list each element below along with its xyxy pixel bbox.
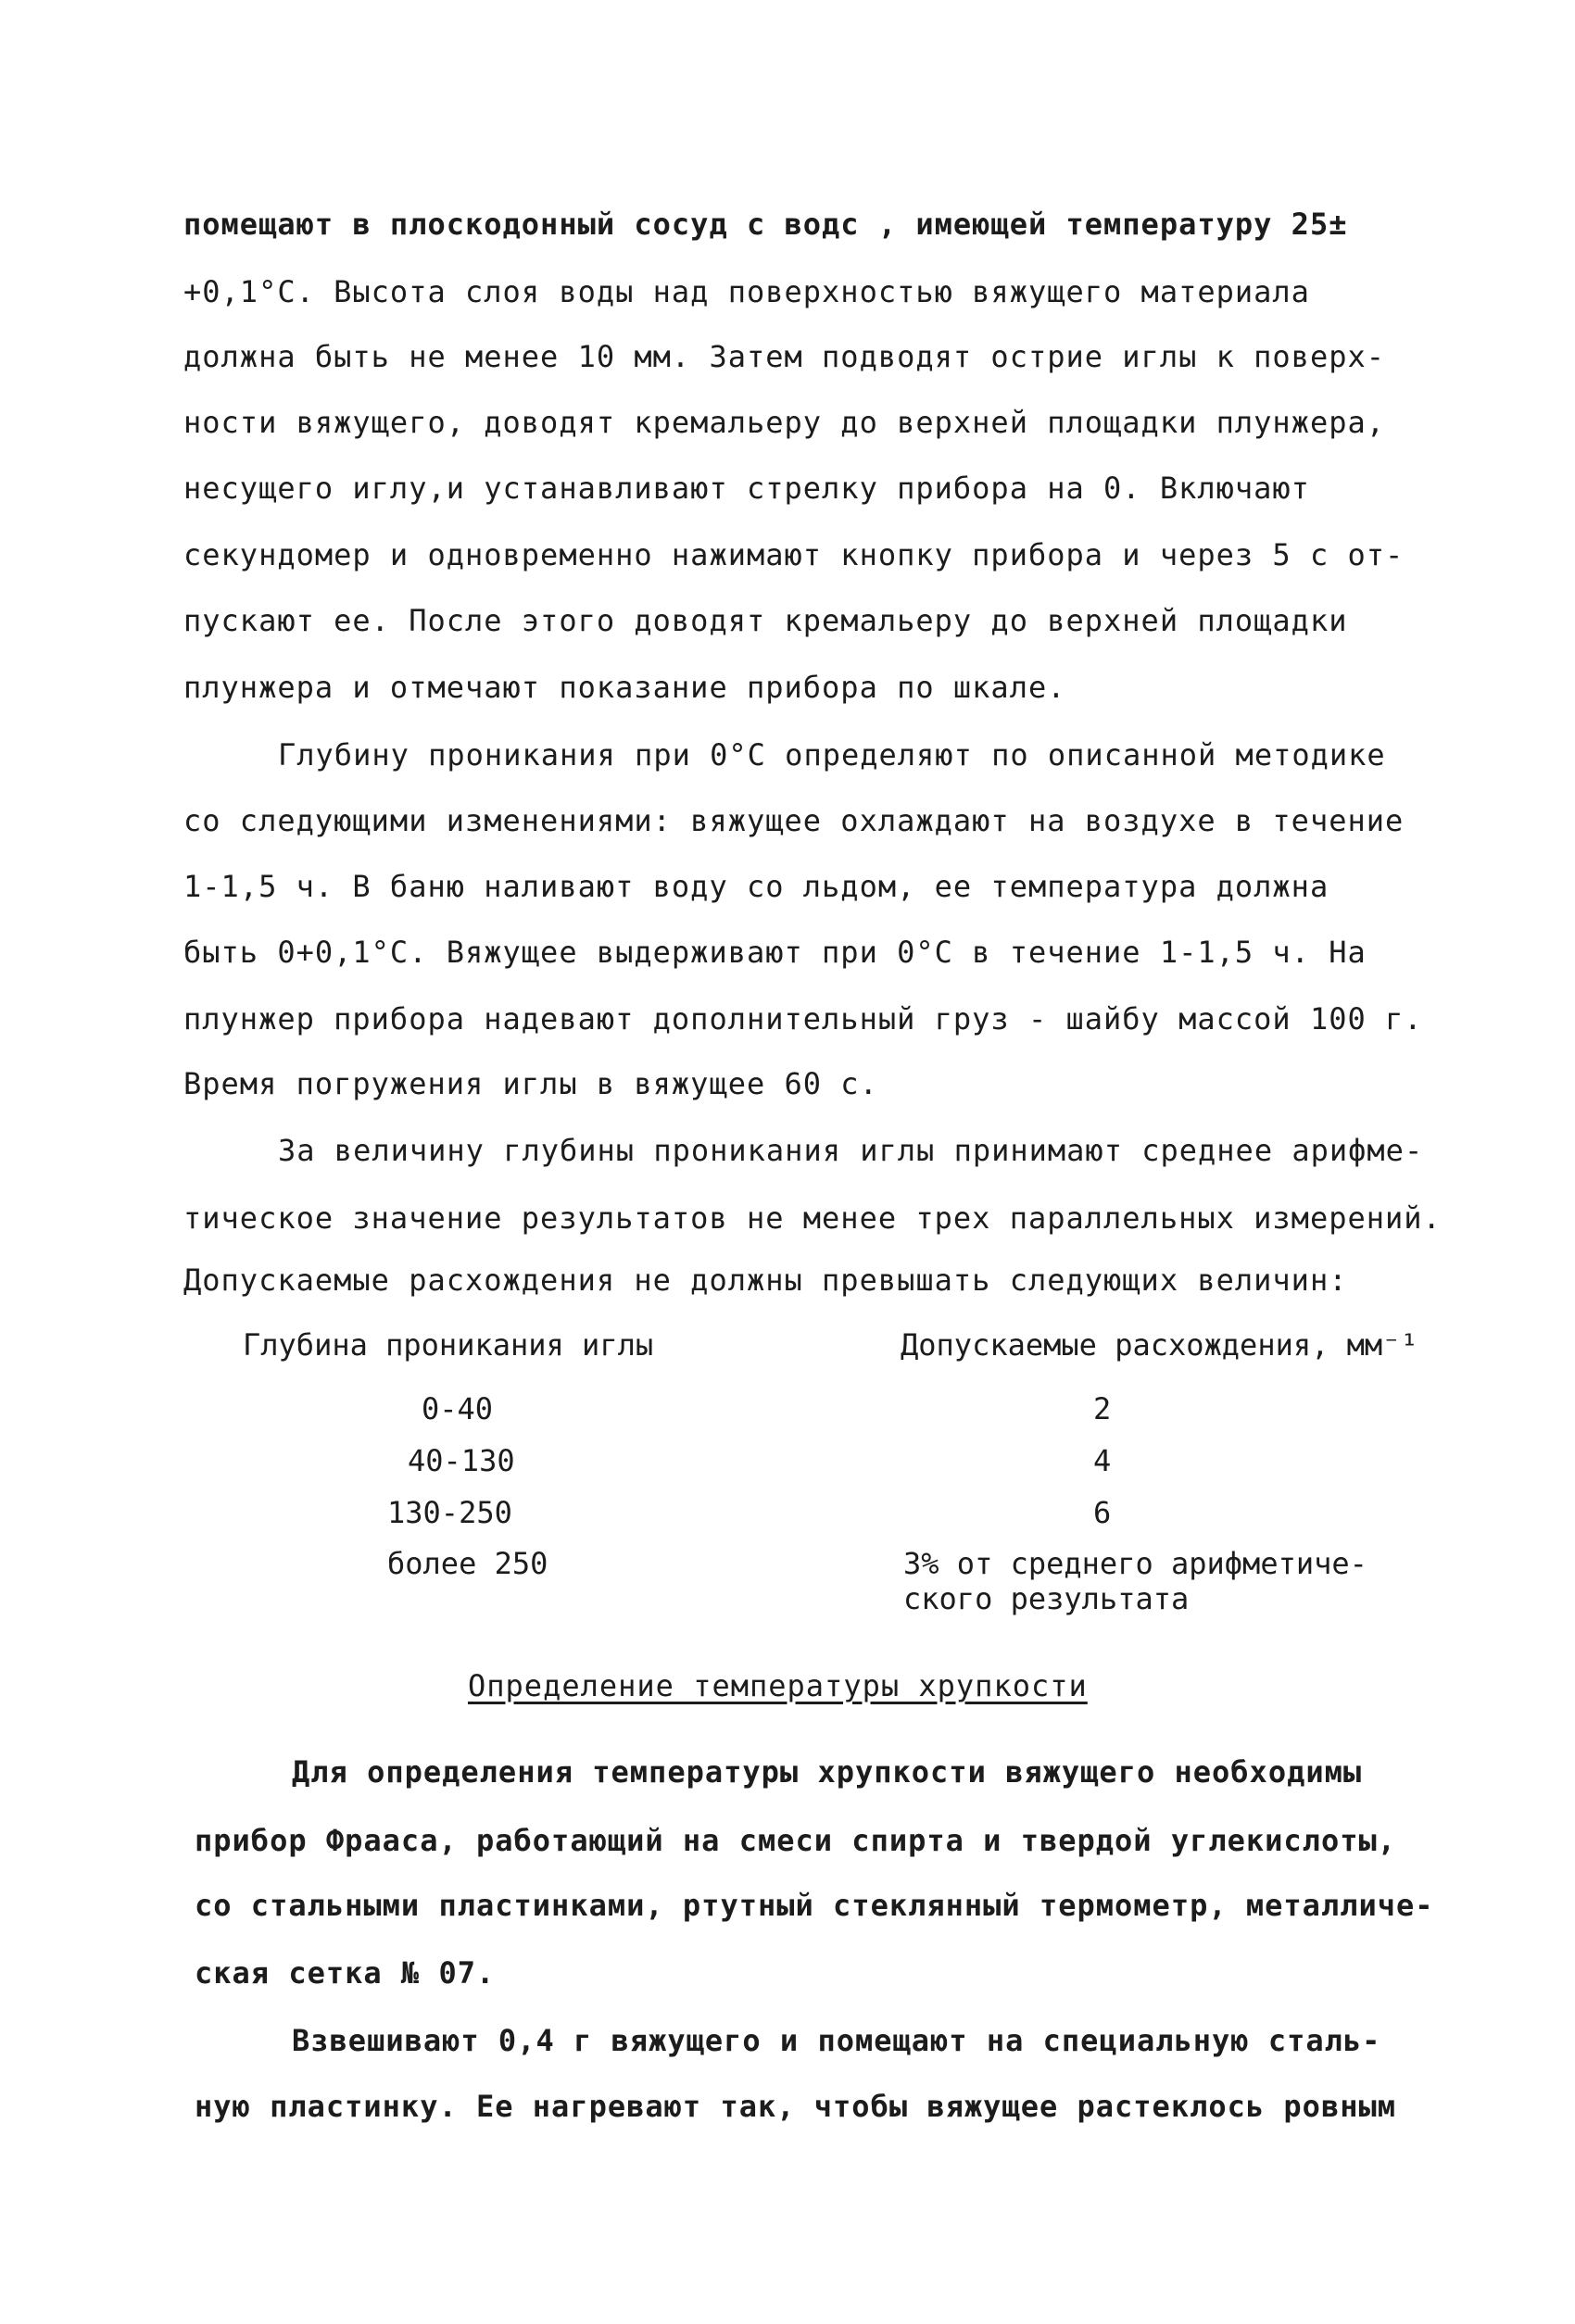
text-line: пускают ее. После этого доводят кремальеру до верхней площадки [183,603,1348,638]
table-cell-depth: 40-130 [408,1443,515,1478]
table-header-tolerance: Допускаемые расхождения, мм⁻¹ [901,1327,1418,1363]
text-line: +0,1°С. Высота слоя воды над поверхностью вяжущего материала [183,274,1310,309]
text-line: несущего иглу,и устанавливают стрелку прибора на 0. Включают [183,471,1310,506]
section-title: Определение температуры хрупкости [468,1668,1088,1703]
text-line: 1-1,5 ч. В баню наливают воду со льдом, ее температура должна [183,869,1329,904]
table-cell-tolerance: 3% от среднего арифметиче- [903,1546,1367,1581]
text-line: со стальными пластинками, ртутный стеклянный термометр, металличе- [195,1888,1434,1923]
table-cell-tolerance: 4 [1093,1443,1112,1478]
text-line: ную пластинку. Ее нагревают так, чтобы вяжущее растеклось ровным [195,2089,1396,2124]
text-line: плунжер прибора надевают дополнительный груз - шайбу массой 100 г. [183,1001,1423,1036]
text-line: Допускаемые расхождения не должны превышать следующих величин: [183,1262,1348,1298]
text-line: Глубину проникания при 0°С определяют по описанной методике [278,737,1386,773]
table-cell-depth: 0-40 [422,1391,494,1426]
text-line: плунжера и отмечают показание прибора по шкале. [183,670,1066,705]
table-cell-depth: более 250 [387,1546,548,1581]
text-line: Для определения температуры хрупкости вяжущего необходимы [292,1754,1363,1790]
table-cell-tolerance: 2 [1093,1391,1112,1426]
text-line: быть 0+0,1°С. Вяжущее выдерживают при 0°С в течение 1-1,5 ч. На [183,935,1367,970]
text-line: ности вяжущего, доводят кремальеру до верхней площадки плунжера, [183,405,1385,440]
text-line: За величину глубины проникания иглы принимают среднее арифме- [278,1133,1424,1168]
text-line: ская сетка № 07. [195,1955,496,1991]
table-cell-tolerance: 6 [1093,1495,1112,1530]
table-cell-tolerance-continued: ского результата [903,1581,1190,1616]
text-line: помещают в плоскодонный сосуд с водс , имеющей температуру 25± [183,207,1348,242]
table-header-depth: Глубина проникания иглы [243,1327,654,1363]
text-line: тическое значение результатов не менее трех параллельных измерений. [183,1200,1442,1236]
table-cell-depth: 130-250 [387,1495,512,1530]
text-line: со следующими изменениями: вяжущее охлаждают на воздухе в течение [183,803,1405,838]
text-line: должна быть не менее 10 мм. Затем подводят острие иглы к поверх- [183,339,1385,374]
text-line: Время погружения иглы в вяжущее 60 с. [183,1066,878,1101]
text-line: Взвешивают 0,4 г вяжущего и помещают на специальную сталь- [292,2023,1381,2058]
text-line: прибор Фрааса, работающий на смеси спирта и твердой углекислоты, [195,1823,1396,1858]
text-line: секундомер и одновременно нажимают кнопку прибора и через 5 с от- [183,537,1405,572]
